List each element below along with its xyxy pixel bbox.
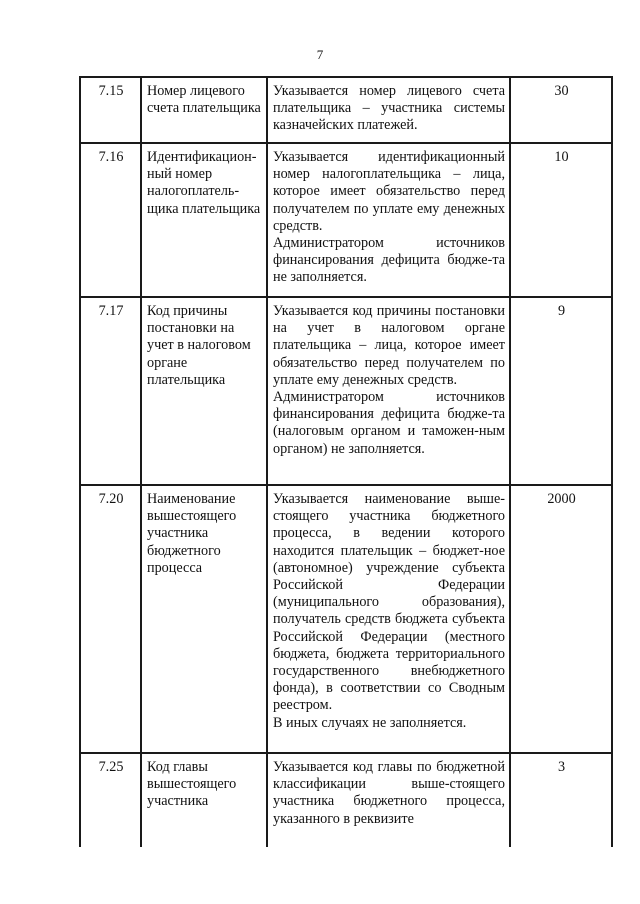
length-cell: 3 [510,753,612,847]
description-cell [267,485,510,753]
field-name-line: Идентификацион- [147,149,257,165]
page-number: 7 [316,47,324,62]
description-paragraph: В иных случаях не заполняется. [273,714,467,731]
length-cell: 9 [510,297,612,485]
description-paragraph: Указывается код главы по бюджетной классификации выше-стоящего участника бюджетного процесса, указанного в реквизите [273,759,505,827]
field-name-line: процесса [147,559,203,576]
field-name-line: счета плательщика [147,100,261,117]
field-name-cell [141,77,267,143]
field-name-line: Номер лицевого [147,83,245,99]
field-name-line: Код главы [147,759,208,775]
field-name-line: вышестоящего [147,776,237,793]
description-paragraph: Администратором источников финансирования дефицита бюдже-та не заполняется. [273,235,505,286]
field-name-cell [141,297,267,485]
row-number-cell: 7.25 [80,753,141,847]
table-row [80,77,612,143]
field-name-line: участника [147,793,209,810]
description-cell [267,297,510,485]
description-cell [267,77,510,143]
description-paragraph: Указывается наименование выше-стоящего участника бюджетного процесса, в ведении которого находится плательщик – бюджет-ное (автономное) учреждение субъекта Российской Федерации (муниципального образования), получатель средств бюджета субъекта Российской Федерации (местного бюджета, бюджета территориального государственного внебюджетного фонда), в соответствии со Сводным реестром. [273,491,505,714]
length-cell: 10 [510,143,612,297]
requisites-table [79,76,613,847]
description-paragraph: Указывается код причины постановки на учет в налоговом органе плательщика – лица, которое имеет обязательство перед получателем по уплате ему денежных средств. [273,303,505,388]
field-name-line: участника [147,525,209,542]
field-name-line: налогоплатель- [147,183,240,200]
field-name-cell [141,143,267,297]
description-paragraph: Указывается номер лицевого счета плательщика – участника системы казначейских платежей. [273,83,505,134]
length-cell: 2000 [510,485,612,753]
row-number-cell: 7.17 [80,297,141,485]
field-name-line: бюджетного [147,542,221,559]
field-name-line: органе [147,354,188,371]
table-row [80,485,612,753]
description-cell [267,753,510,847]
field-name-line: ный номер [147,166,213,183]
field-name-line: Код причины [147,303,228,319]
description-cell [267,143,510,297]
description-paragraph: Администратором источников финансирования дефицита бюдже-та (налоговым органом и таможен-ным органом) не заполняется. [273,389,505,457]
field-name-line: учет в налоговом [147,337,251,354]
description-paragraph: Указывается идентификационный номер налогоплательщика – лица, которое имеет обязательство перед получателем по уплате ему денежных средств. [273,149,505,234]
field-name-line: вышестоящего [147,508,237,525]
row-number-cell: 7.20 [80,485,141,753]
field-name-line: плательщика [147,371,226,388]
field-name-line: Наименование [147,491,236,507]
row-number-cell: 7.16 [80,143,141,297]
length-cell: 30 [510,77,612,143]
field-name-cell [141,485,267,753]
row-number-cell: 7.15 [80,77,141,143]
table-row [80,753,612,847]
field-name-line: постановки на [147,320,235,337]
table-row [80,143,612,297]
field-name-line: щика плательщика [147,200,261,217]
field-name-cell [141,753,267,847]
table-row [80,297,612,485]
